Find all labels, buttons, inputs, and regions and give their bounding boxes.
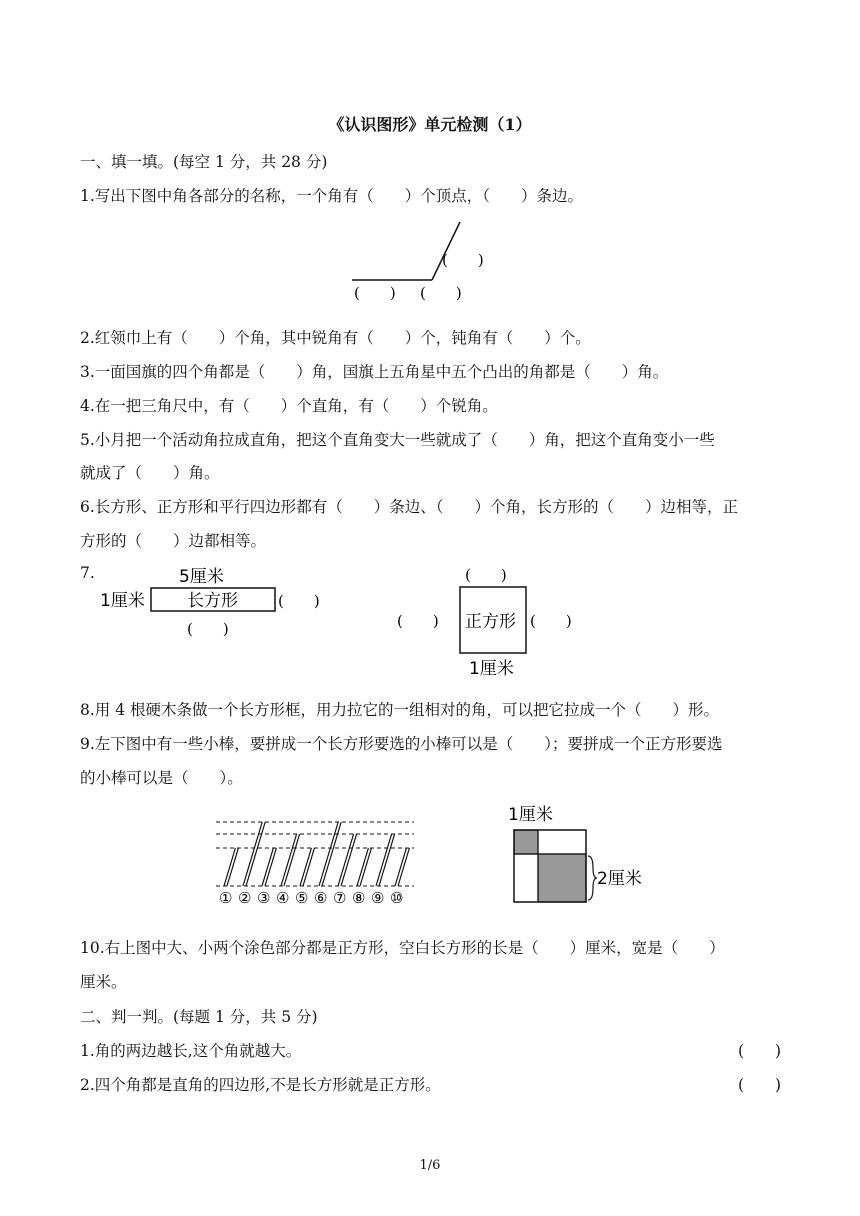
grid-top-label: 1厘米 bbox=[508, 805, 553, 825]
stick-10-left-edge bbox=[395, 848, 406, 886]
stick-2-right-edge bbox=[246, 822, 265, 886]
stick-number-8: ⑧ bbox=[352, 889, 366, 907]
stick-number-6: ⑥ bbox=[314, 889, 328, 907]
rect-paren-right: ( ) bbox=[278, 592, 320, 610]
page-number: 1/6 bbox=[419, 1158, 441, 1173]
grid-right-label: 2厘米 bbox=[597, 869, 642, 889]
stick-2-left-edge bbox=[243, 822, 262, 886]
rect-paren-bottom: ( ) bbox=[187, 620, 229, 638]
question-6-line-2: 方形的（ ）边都相等。 bbox=[80, 532, 267, 550]
stick-10-right-edge bbox=[398, 848, 409, 886]
angle-paren-side-bottom: ( ) bbox=[354, 284, 396, 302]
square-inner-label: 正方形 bbox=[465, 612, 516, 632]
stick-number-1: ① bbox=[219, 889, 233, 907]
q7-figures bbox=[95, 560, 572, 682]
stick-8-right-edge bbox=[360, 848, 371, 886]
stick-6-left-edge bbox=[319, 822, 338, 886]
stick-number-3: ③ bbox=[257, 889, 271, 907]
grid-figure bbox=[500, 800, 690, 910]
question-9-line-1: 9.左下图中有一些小棒，要拼成一个长方形要选的小棒可以是（ ）；要拼成一个正方形要选 bbox=[80, 735, 723, 753]
question-5-line-1: 5.小月把一个活动角拉成直角，把这个直角变大一些就成了（ ）角，把这个直角变小一些 bbox=[80, 431, 715, 449]
stick-9-left-edge bbox=[376, 834, 392, 886]
stick-number-4: ④ bbox=[276, 889, 290, 907]
stick-8-left-edge bbox=[357, 848, 368, 886]
stick-7-right-edge bbox=[341, 834, 357, 886]
large-shaded-square bbox=[538, 854, 586, 902]
question-3: 3.一面国旗的四个角都是（ ）角，国旗上五角星中五个凸出的角都是（ ）角。 bbox=[80, 363, 669, 381]
angle-figure bbox=[340, 218, 520, 310]
question-10-line-1: 10.右上图中大、小两个涂色部分都是正方形，空白长方形的长是（ ）厘米，宽是（ ） bbox=[80, 939, 725, 957]
square-paren-right: ( ) bbox=[530, 612, 572, 630]
stick-7-left-edge bbox=[338, 834, 354, 886]
stick-5-left-edge bbox=[300, 848, 311, 886]
stick-9-right-edge bbox=[379, 834, 395, 886]
stick-4-left-edge bbox=[281, 834, 297, 886]
judge-item-1: 1.角的两边越长,这个角就越大。 bbox=[80, 1042, 302, 1060]
judge-item-2-paren: ( ) bbox=[738, 1076, 782, 1094]
question-2: 2.红领巾上有（ ）个角，其中锐角有（ ）个，钝角有（ ）个。 bbox=[80, 329, 591, 347]
page-title: 《认识图形》单元检测（1） bbox=[328, 115, 532, 134]
sticks-figure bbox=[210, 814, 420, 910]
stick-number-7: ⑦ bbox=[333, 889, 347, 907]
stick-4-right-edge bbox=[284, 834, 300, 886]
question-8: 8.用 4 根硬木条做一个长方形框，用力拉它的一组相对的角，可以把它拉成一个（ ）形。 bbox=[80, 701, 720, 719]
sticks-group bbox=[224, 822, 409, 886]
square-paren-left: ( ) bbox=[397, 612, 439, 630]
stick-1-right-edge bbox=[227, 848, 238, 886]
judge-item-1-paren: ( ) bbox=[738, 1042, 782, 1060]
stick-3-left-edge bbox=[262, 848, 273, 886]
angle-paren-side: ( ) bbox=[442, 251, 484, 269]
rect-inner-label: 长方形 bbox=[187, 591, 238, 611]
stick-3-right-edge bbox=[265, 848, 276, 886]
question-10-line-2: 厘米。 bbox=[80, 973, 127, 991]
stick-number-5: ⑤ bbox=[295, 889, 309, 907]
stick-number-10: ⑩ bbox=[390, 889, 404, 907]
stick-number-2: ② bbox=[238, 889, 252, 907]
angle-paren-vertex: ( ) bbox=[420, 284, 462, 302]
small-shaded-square bbox=[514, 830, 538, 854]
section-1-heading: 一、填一填。(每空 1 分，共 28 分) bbox=[80, 153, 328, 171]
question-7-number: 7. bbox=[80, 564, 95, 582]
question-4: 4.在一把三角尺中，有（ ）个直角，有（ ）个锐角。 bbox=[80, 397, 498, 415]
question-6-line-1: 6.长方形、正方形和平行四边形都有（ ）条边、（ ）个角，长方形的（ ）边相等，正 bbox=[80, 498, 739, 516]
question-9-line-2: 的小棒可以是（ ）。 bbox=[80, 769, 243, 787]
stick-5-right-edge bbox=[303, 848, 314, 886]
section-2-heading: 二、判一判。(每题 1 分，共 5 分) bbox=[80, 1008, 318, 1026]
stick-numbers bbox=[219, 889, 403, 907]
rect-length-label: 5厘米 bbox=[179, 567, 224, 587]
question-5-line-2: 就成了（ ）角。 bbox=[80, 464, 220, 482]
square-side-label: 1厘米 bbox=[469, 659, 514, 679]
right-brace bbox=[588, 856, 597, 900]
square-paren-top: ( ) bbox=[465, 566, 507, 584]
judge-item-2: 2.四个角都是直角的四边形,不是长方形就是正方形。 bbox=[80, 1076, 441, 1094]
stick-1-left-edge bbox=[224, 848, 235, 886]
question-1: 1.写出下图中角各部分的名称，一个角有（ ）个顶点，（ ）条边。 bbox=[80, 187, 584, 205]
stick-number-9: ⑨ bbox=[371, 889, 385, 907]
stick-6-right-edge bbox=[322, 822, 341, 886]
rect-width-label: 1厘米 bbox=[100, 591, 145, 611]
